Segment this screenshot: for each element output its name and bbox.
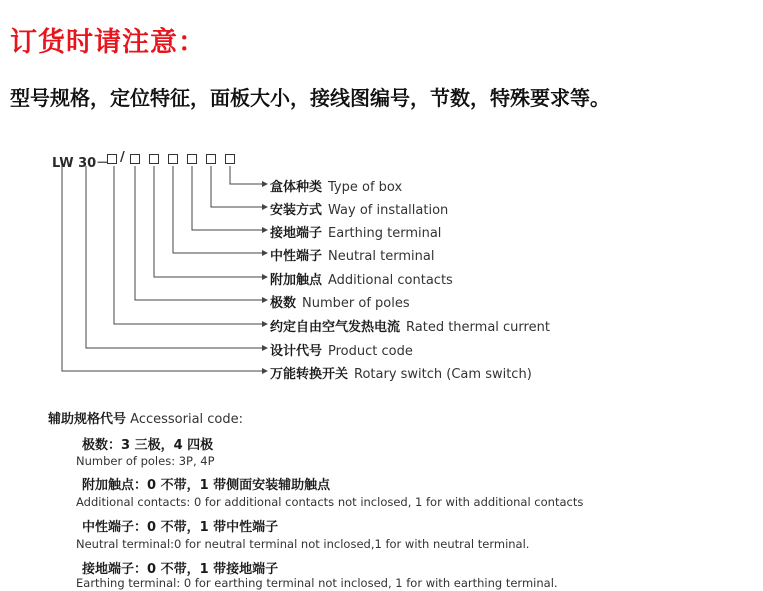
acc-poles-en: Number of poles: 3P, 4P bbox=[76, 454, 215, 468]
acc-poles-cn: 极数：3 三极，4 四极 bbox=[82, 438, 214, 453]
acc-earthing-cn: 接地端子：0 不带，1 带接地端子 bbox=[82, 562, 279, 577]
legend-item-type-of-box: 盒体种类 Type of box bbox=[270, 180, 403, 195]
order-notice-subtitle: 型号规格，定位特征，面板大小，接线图编号，节数，特殊要求等。 bbox=[10, 86, 610, 110]
acc-neutral-en: Neutral terminal:0 for neutral terminal not inclosed,1 for with neutral terminal. bbox=[76, 537, 530, 551]
legend-item-rotary-switch: 万能转换开关 Rotary switch (Cam switch) bbox=[270, 367, 532, 382]
acc-earthing-en: Earthing terminal: 0 for earthing terminal not inclosed, 1 for with earthing terminal. bbox=[76, 576, 558, 590]
acc-additional-cn: 附加触点：0 不带，1 带侧面安装辅助触点 bbox=[82, 478, 331, 493]
order-notice-title: 订货时请注意： bbox=[10, 27, 206, 58]
legend-item-additional-contacts: 附加触点 Additional contacts bbox=[270, 273, 453, 288]
acc-neutral-cn: 中性端子：0 不带，1 带中性端子 bbox=[82, 520, 279, 535]
model-code-prefix: LW 30－ bbox=[52, 156, 110, 171]
legend-item-product-code: 设计代号 Product code bbox=[270, 344, 413, 359]
legend-item-poles: 极数 Number of poles bbox=[270, 296, 410, 311]
model-code-slash: / bbox=[120, 150, 125, 165]
accessorial-code-title: 辅助规格代号 Accessorial code: bbox=[48, 412, 244, 427]
legend-item-installation: 安装方式 Way of installation bbox=[270, 203, 449, 218]
legend-item-neutral: 中性端子 Neutral terminal bbox=[270, 249, 435, 264]
acc-additional-en: Additional contacts: 0 for additional contacts not inclosed, 1 for with additional contacts bbox=[76, 495, 584, 509]
model-code-panel bbox=[30, 140, 730, 591]
legend-item-thermal-current: 约定自由空气发热电流 Rated thermal current bbox=[270, 320, 550, 335]
legend-item-earthing: 接地端子 Earthing terminal bbox=[270, 226, 442, 241]
